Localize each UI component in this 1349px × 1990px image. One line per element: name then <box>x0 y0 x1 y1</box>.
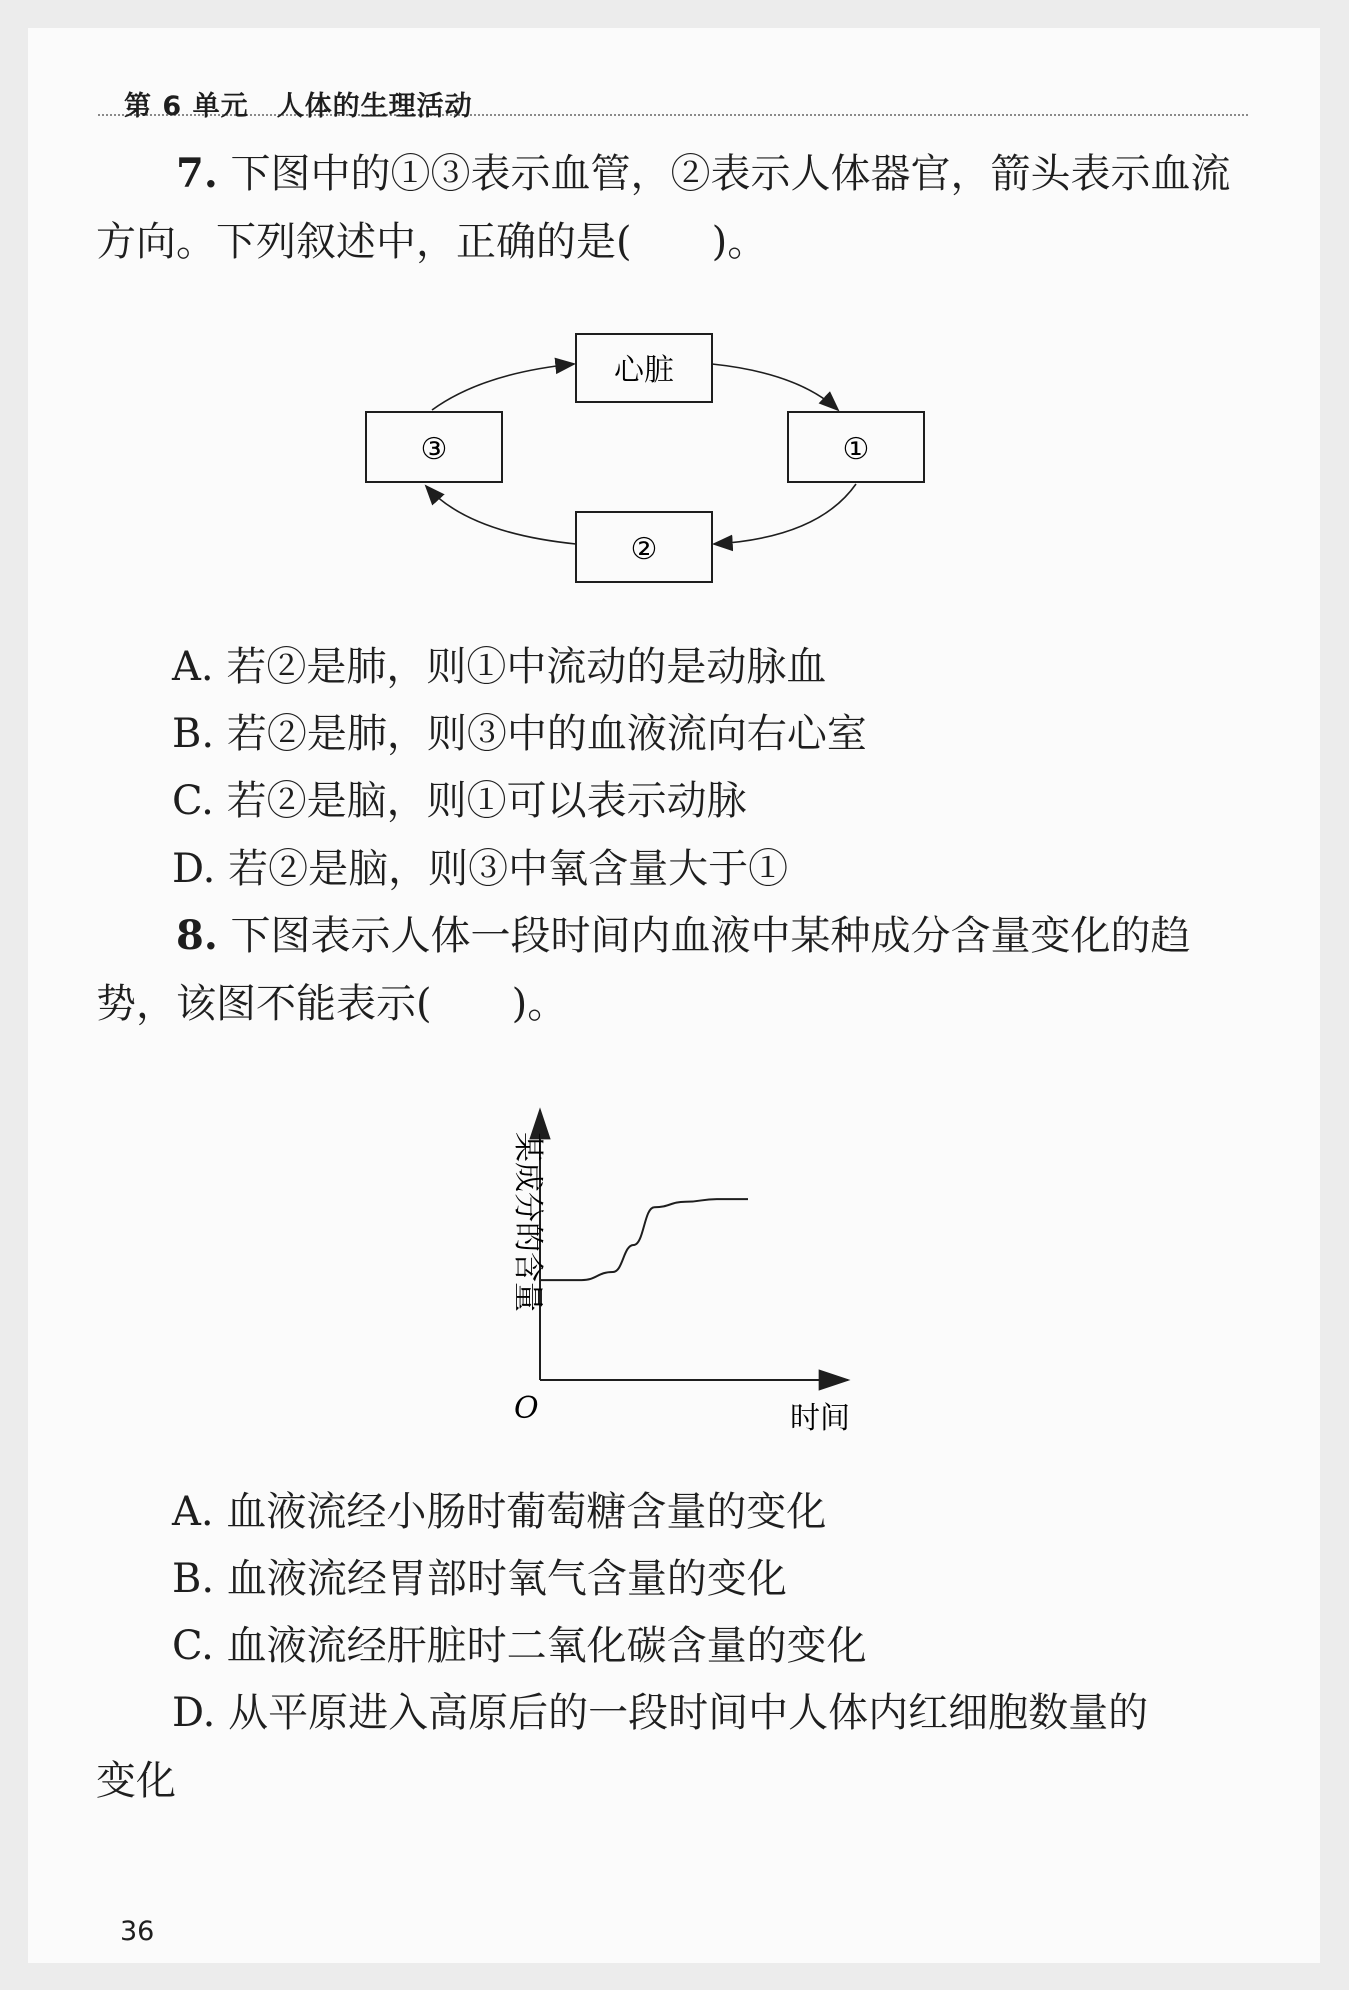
q8-option-b: B. 血液流经胃部时氧气含量的变化 <box>172 1556 787 1602</box>
y-axis-label: 某成分的含量 <box>510 1132 545 1312</box>
q8-option-c: C. 血液流经肝脏时二氧化碳含量的变化 <box>172 1623 867 1669</box>
q8-stem-line1: 8. 下图表示人体一段时间内血液中某种成分含量变化的趋 <box>176 912 1191 959</box>
q8-stem-line2: 势，该图不能表示( )。 <box>96 981 568 1027</box>
organ-2-label: ② <box>630 532 658 567</box>
vessel-1-label: ① <box>842 432 870 467</box>
q7-option-b: B. 若②是肺，则③中的血液流向右心室 <box>172 711 867 757</box>
heart-label: 心脏 <box>614 353 674 388</box>
q8-option-d-line2: 变化 <box>96 1758 176 1804</box>
textbook-page <box>28 28 1320 1963</box>
q7-option-d: D. 若②是脑，则③中氧含量大于① <box>172 846 789 892</box>
x-axis-label: 时间 <box>790 1401 850 1436</box>
q7-number: 7. <box>176 150 218 197</box>
q8-option-d-line1: D. 从平原进入高原后的一段时间中人体内红细胞数量的 <box>172 1690 1149 1736</box>
page-number: 36 <box>120 1916 155 1947</box>
q7-stem-line2: 方向。下列叙述中，正确的是( )。 <box>96 219 768 265</box>
q7-option-a: A. 若②是肺，则①中流动的是动脉血 <box>172 644 827 690</box>
vessel-3-label: ③ <box>420 432 448 467</box>
series-line <box>540 1199 748 1280</box>
q8-number: 8. <box>176 912 218 959</box>
q8-line-chart <box>28 28 1320 1963</box>
q7-stem-line1: 7. 下图中的①③表示血管，②表示人体器官，箭头表示血流 <box>176 150 1231 197</box>
origin-label: O <box>514 1391 539 1426</box>
unit-title: 第 6 单元 人体的生理活动 <box>124 91 473 122</box>
q7-option-c: C. 若②是脑，则①可以表示动脉 <box>172 778 747 824</box>
q8-option-a: A. 血液流经小肠时葡萄糖含量的变化 <box>172 1489 827 1535</box>
